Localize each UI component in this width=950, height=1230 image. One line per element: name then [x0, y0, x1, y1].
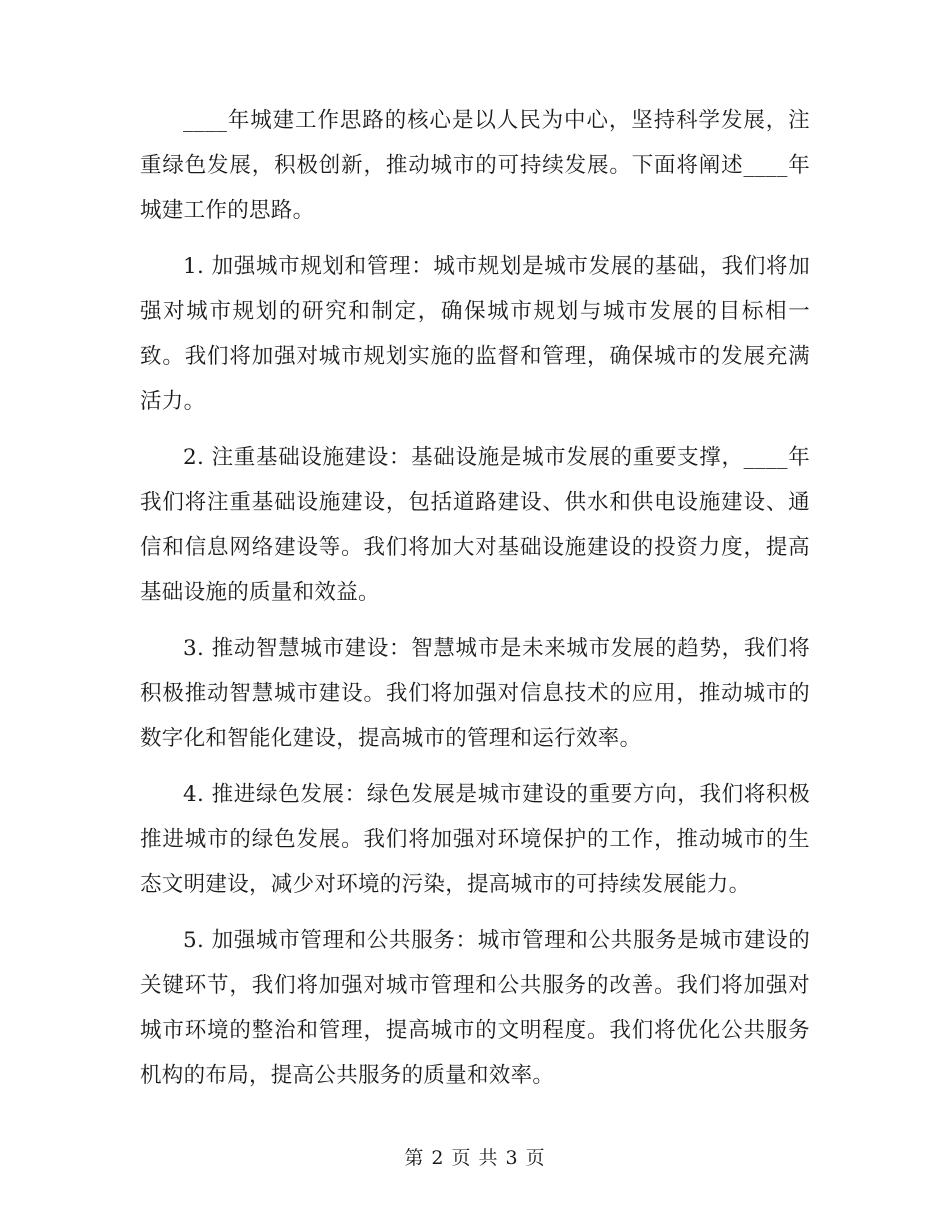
paragraph-item-4: 4. 推进绿色发展：绿色发展是城市建设的重要方向，我们将积极推进城市的绿色发展。我们将加强对环境保护的工作，推动城市的生态文明建设，减少对环境的污染，提高城市的可持续发展能力。: [140, 782, 810, 897]
paragraph-item-2: 2. 注重基础设施建设：基础设施是城市发展的重要支撑，____年我们将注重基础设施建设，包括道路建设、供水和供电设施建设、通信和信息网络建设等。我们将加大对基础设施建设的投资力度，提高基础设施的质量和效益。: [140, 445, 810, 605]
paragraph-item-1: 1. 加强城市规划和管理：城市规划是城市发展的基础，我们将加强对城市规划的研究和制定，确保城市规划与城市发展的目标相一致。我们将加强对城市规划实施的监督和管理，确保城市的发展充满活力。: [140, 254, 810, 414]
paragraph-item-3: 3. 推动智慧城市建设：智慧城市是未来城市发展的趋势，我们将积极推动智慧城市建设。我们将加强对信息技术的应用，推动城市的数字化和智能化建设，提高城市的管理和运行效率。: [140, 636, 810, 751]
paragraph-item-5: 5. 加强城市管理和公共服务：城市管理和公共服务是城市建设的关键环节，我们将加强对城市管理和公共服务的改善。我们将加强对城市环境的整治和管理，提高城市的文明程度。我们将优化公共服务机构的布局，提高公共服务的质量和效率。: [140, 928, 810, 1088]
document-body: [140, 98, 810, 1109]
page-number-footer: 第 2 页 共 3 页: [404, 1147, 546, 1169]
paragraph-intro: ____年城建工作思路的核心是以人民为中心，坚持科学发展，注重绿色发展，积极创新，推动城市的可持续发展。下面将阐述____年城建工作的思路。: [140, 108, 810, 223]
